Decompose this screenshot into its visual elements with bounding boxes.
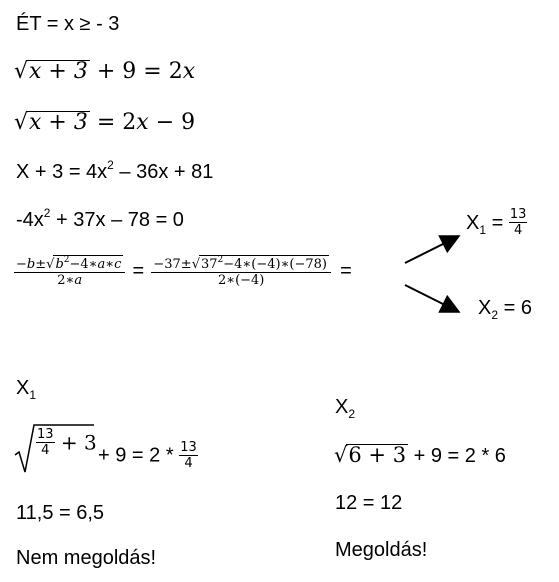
eq3-part-a: X + 3 = 4x bbox=[16, 161, 108, 183]
sqrt-expression: √6 + 3 bbox=[334, 443, 407, 467]
equation-2 bbox=[14, 111, 195, 134]
equation-rest: + 9 = 2 bbox=[96, 59, 183, 84]
check-1-heading: $X_1$ bbox=[16, 377, 37, 402]
equation-rest: = 2 bbox=[96, 110, 137, 135]
equation-3 bbox=[16, 158, 214, 183]
eq3-exponent: 2 bbox=[107, 158, 114, 172]
radicand-text: x + 3 bbox=[29, 110, 88, 135]
eq4-exponent: 2 bbox=[43, 206, 51, 220]
equals-sign-2: = bbox=[340, 260, 352, 282]
equation-1 bbox=[14, 60, 195, 83]
equals-sign: = bbox=[132, 260, 145, 282]
root-2: $X_2 = 6$ bbox=[478, 297, 532, 322]
quadratic-formula bbox=[14, 255, 352, 287]
specific-numerator: $-37\pm√37^2-4∗(-4)∗(-78)$ bbox=[151, 255, 331, 273]
general-numerator: $-b\pm√b^2-4∗a∗c$ bbox=[14, 255, 125, 273]
branch-arrows bbox=[395, 225, 475, 325]
check-1-result: 11,5 = 6,5 bbox=[16, 502, 105, 524]
equation-tail: − 9 bbox=[155, 110, 196, 135]
general-formula-fraction bbox=[14, 255, 125, 287]
check-2-verdict: Megoldás! bbox=[335, 539, 428, 561]
radicand-fraction: $\frac{13}{4}$ bbox=[37, 427, 54, 458]
check-2-result: 12 = 12 bbox=[335, 492, 403, 514]
arrow-down bbox=[405, 285, 457, 311]
equation-4 bbox=[16, 206, 184, 231]
domain-line: ÉT = x ≥ - 3 bbox=[16, 13, 120, 35]
check-1-rest: + 9 = 2 * $\frac{13}{4}$ bbox=[98, 440, 197, 471]
big-radicand: $\frac{13}{4}$ + 3 bbox=[37, 427, 97, 458]
rhs-fraction: $\frac{13}{4}$ bbox=[180, 440, 197, 471]
eq3-part-b: – 36x + 81 bbox=[113, 161, 214, 183]
general-denominator: 2∗a bbox=[57, 273, 83, 288]
specific-denominator: 2∗(−4) bbox=[217, 273, 265, 288]
root-1-fraction: $\frac{13}{4}$ bbox=[509, 207, 527, 238]
root-1 bbox=[466, 208, 527, 237]
arrow-up bbox=[405, 237, 457, 263]
radicand-text: x + 3 bbox=[29, 59, 88, 84]
variable-x: x bbox=[182, 59, 196, 84]
eq4-part-a: -4x bbox=[16, 209, 44, 231]
sqrt-expression: √x + 3 bbox=[14, 59, 88, 84]
variable-x: x bbox=[136, 110, 149, 135]
specific-formula-fraction bbox=[151, 255, 331, 287]
check-1-verdict: Nem megoldás! bbox=[16, 547, 157, 569]
check-2-heading: $X_2$ bbox=[335, 396, 356, 421]
root-1-label: $X_1$ = bbox=[466, 211, 509, 237]
check-2-equation bbox=[334, 444, 506, 466]
eq4-part-b: + 37x – 78 = 0 bbox=[50, 209, 184, 231]
sqrt-expression: √x + 3 bbox=[14, 110, 88, 135]
check-2-rest: + 9 = 2 * 6 bbox=[413, 445, 506, 467]
